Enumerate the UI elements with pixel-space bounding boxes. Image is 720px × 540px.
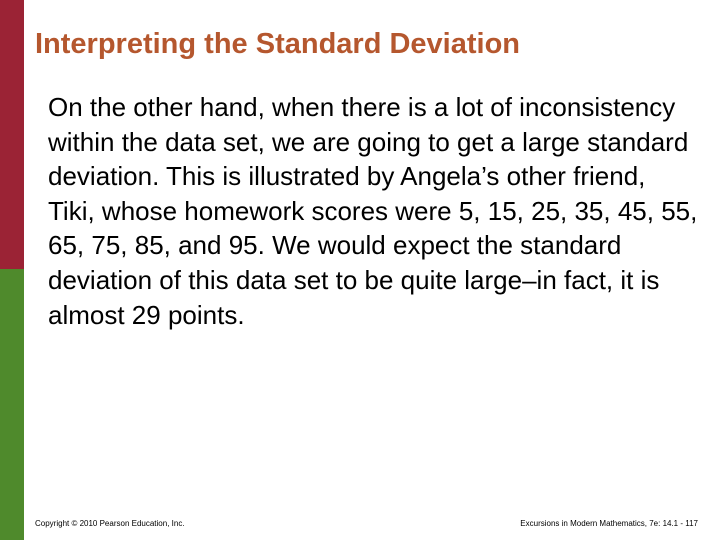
side-accent-bar-red (0, 0, 24, 269)
footer-copyright: Copyright © 2010 Pearson Education, Inc. (35, 519, 185, 528)
slide-body-text: On the other hand, when there is a lot of inconsistency within the data set, we are going to get a large standard deviation. This is illustrated by Angela’s other friend, Tiki, whose homework scores were 5, 15, 25, 35, 45, 55, 65, 75, 85, and 95. We would expect the standard deviation of this data set to be quite large–in fact, it is almost 29 points. (48, 92, 698, 330)
footer-reference: Excursions in Modern Mathematics, 7e: 14.1 - 117 (520, 519, 698, 528)
slide-title: Interpreting the Standard Deviation (35, 28, 520, 60)
side-accent-bar-green (0, 269, 24, 540)
